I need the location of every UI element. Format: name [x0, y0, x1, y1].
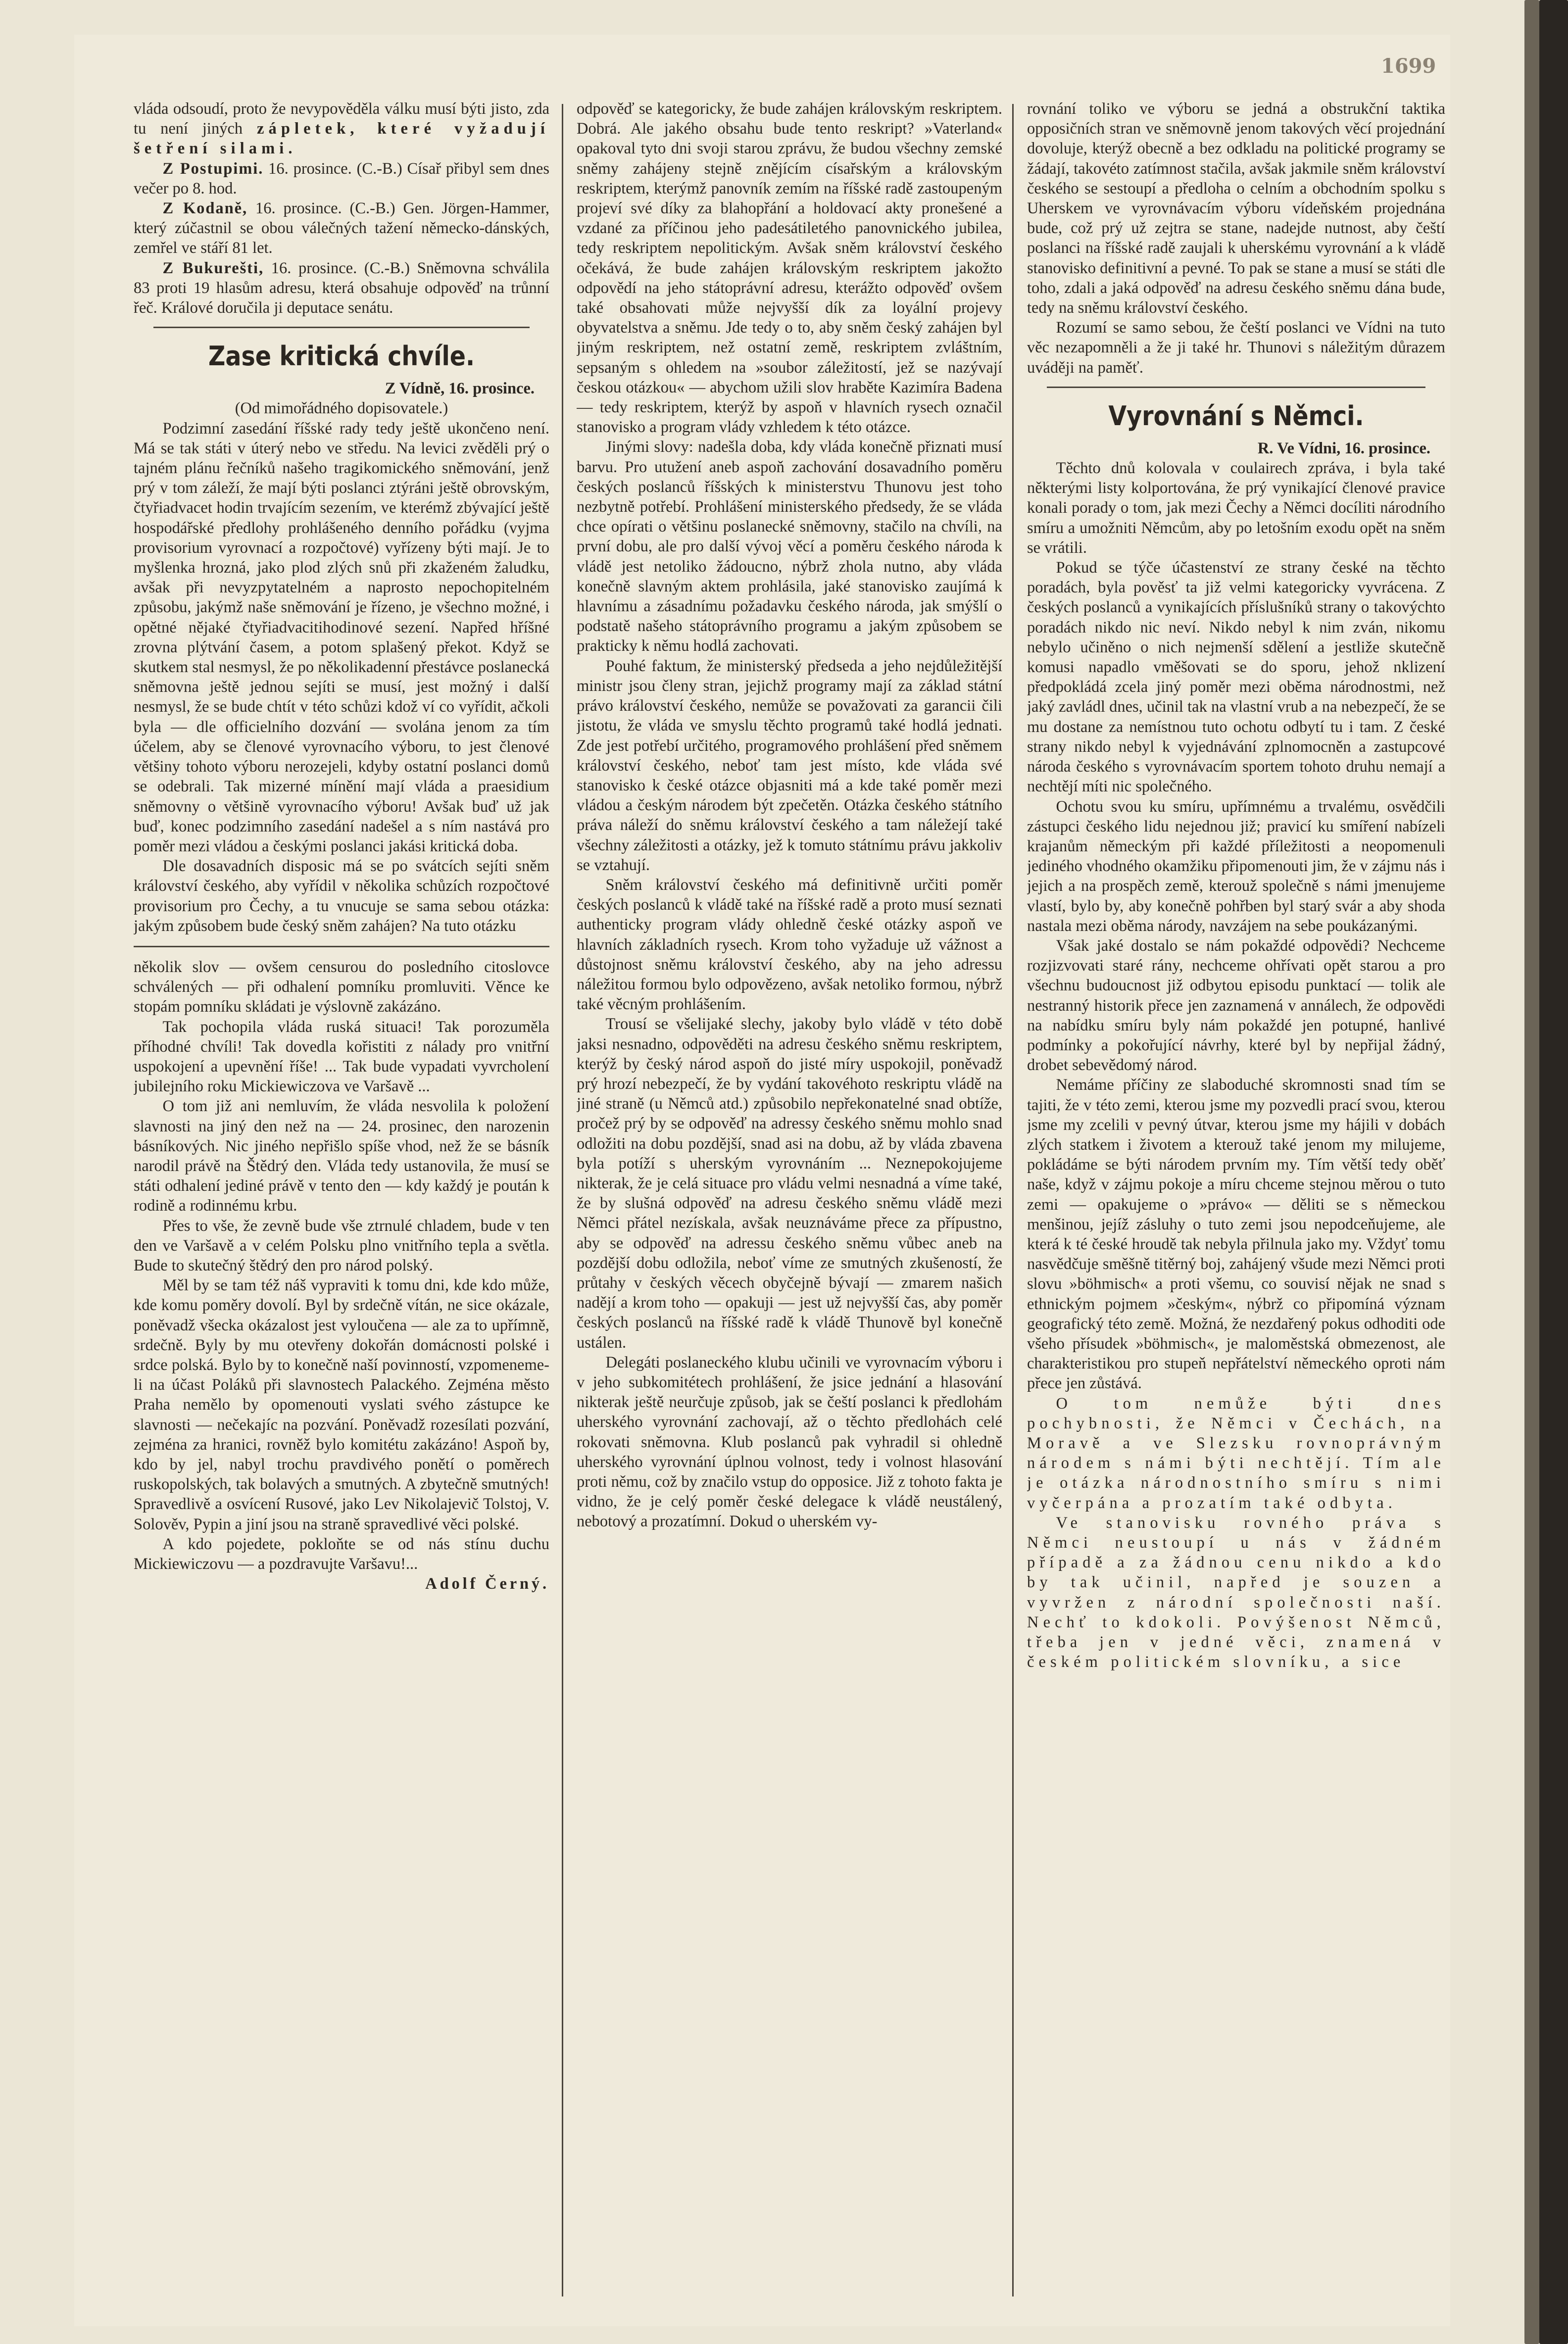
dispatch-place: Z Kodaně, — [162, 199, 248, 218]
article-paragraph: Měl by se tam též náš vypraviti k tomu dni, kde kdo může, kde komu poměry dovolí. Byl by srdečně vítán, ne sice okázale, poněvadž všecka okázalost jest vyloučena — ale za to upřímně, srdečně. Byly by mu otevřeny dokořán domácnosti polské i srdce polská. Bylo by to konečně naší povinností, vzpomeneme-li na účast Poláků při slavnostech Palackého. Zejména město Praha nemělo by opomenouti vyslati svého zástupce ke slavnosti — nečekajíc na pozvání. Poněvadž rozesílati pozvání, zejména za hranici, rovněž bylo komitétu zakázáno! Aspoň by, kdo by jel, nabyl trochu pravdivého ponětí o poměrech ruskopolských, tak bolavých a smutných. A zbytečně smutných! Spravedlivě a osvícení Rusové, jako Lev Nikolajevič Tolstoj, V. Solověv, Pypin a jiní jsou na straně spravedlivé věci polské. — [134, 1276, 549, 1533]
section-divider — [134, 946, 549, 947]
page-number: 1699 — [1381, 54, 1436, 78]
article-paragraph: Podzimní zasedání říšské rady tedy ještě ukončeno není. Má se tak státi v úterý nebo ve středu. Na levici zvěděli prý o tajném plánu řečníků našeho tragikomického sněmování, jenž prý v tom záleží, že mají býti poslanci ztýráni ještě obrovským, čtyřiadvacet hodin trvajícím sezením, ve kterémž zbývající ještě hospodářské předlohy prohlášeného denního pořádku (vyjma provisorium vyrovnací a rozpočtové) vyřízeny býti mají. Je to myšlenka hrozná, jako plod zlých snů při zkaženém žaludku, avšak při nevyzpytatelném a naprosto nepochopitelném způsobu, jakýmž naše sněmování je řízeno, je všechno možné, i opětné nějaké čtyřiadvacitihodinové sezení. Napřed hříšné zrovna plýtvání časem, a potom splašený překot. Když se skutkem stal nesmysl, že po několikadenní přestávce poslanecká sněmovna ještě jednou sejíti se musí, jest možný i další nesmysl, že se bude chtít v této schůzi kdož ví co vyřídit, ačkoli byla — dle officielního dozvání — svolána jenom za tím účelem, aby se členové vyrovnacího výboru, to jest členové většiny tohoto výboru nerozejeli, kdyby ostatní poslanci domů se odebrali. Tak mizerné mínění mají vláda a praesidium sněmovny o většině vyrovnacího výboru! Avšak buď už jak buď, konec podzimního zasedání nadešel a s ním nastává pro poměr mezi vládou a českými poslanci jakási kritická doba. — [134, 419, 549, 855]
article-paragraph: odpověď se kategoricky, že bude zahájen královským reskriptem. Dobrá. Ale jakého obsahu bude tento reskript? »Vaterland« opakoval tyto dni svoji starou zprávu, že budou všechny zemské sněmy zahájeny stejně znějícím císařským a královským reskriptem, kterýmž panovník zemím na říšské radě zastoupeným projeví své díky za blahopřání a holdovací akty pronešené a vzdané za příčinou jeho padesátiletého panovnického jubilea, tedy reskriptem nepolitickým. Avšak sněm království českého očekává, že bude zahájen královským reskriptem jakožto odpovědí na jeho státoprávní adresu, kterážto odpověď ovšem také obsahovati může nejvyšší dík za loyální projevy obyvatelstva a sněmu. Jde tedy o to, aby sněm český zahájen byl jiným reskriptem, než ostatní země, reskriptem zvláštním, sepsaným s ohledem na »soubor záležitostí, jež se nazývají českou otázkou« — abychom užili slov hraběte Kazimíra Badena — tedy reskriptem, kterýž by aspoň v hlavních rysech označil stanovisko a program vlády vzhledem k této otázce. — [577, 100, 1002, 437]
article-paragraph-spaced: Ve stanovisku rovného práva s Němci neustoupí u nás v žádném případě a za žádnou cenu nikdo a kdo by tak učinil, napřed je souzen a vyvržen z národní společnosti naší. Nechť to kdokoli. Povýšenost Němců, třeba jen v jedné věci, znamená v českém politickém slovníku, a sice — [1027, 1514, 1445, 1671]
article-paragraph: O tom již ani nemluvím, že vláda nesvolila k položení slavnosti na jiný den než na — 24. prosinec, den narozenin básníkových. Nic jiného nepřišlo spíše vhod, než že se básník narodil právě na Štědrý den. Vláda tedy ustanovila, že musí se státi odhalení jediné právě v tento den — kdy každý je poután k rodině a rodinnému krbu. — [134, 1097, 549, 1215]
article-paragraph: Trousí se všelijaké slechy, jakoby bylo vládě v této době jaksi nesnadno, odpověděti na adresu českého sněmu reskriptem, kterýž by český národ aspoň do jisté míry uspokojil, poněvadž prý hrozí nebezpečí, že by vydání takovéhoto reskriptu vládě na jiné straně (u Němců atd.) způsobilo nepřekonatelné snad obtíže, pročež prý by se odpověď na adressy českého sněmu mohlo snad odložiti na dobu pozdější, snad asi na dobu, až by vláda zbavena byla potíží s uherským vyrovnáním ... Neznepokojujeme nikterak, že je celá situace pro vládu velmi nesnadná a víme také, že by slušná odpověď na adresu českého sněmu vládě mezi Němci přátel nezískala, avšak neuznáváme přece za přípustno, aby se odpověď na adressu českého sněmu vůbec aneb na pozdější dobu odložila, neboť víme ze smutných zkušeností, že průtahy v českých věcech obyčejně bývají — zmarem našich nadějí a krom toho — opakuji — jest už nejvyšší čas, aby poměr českých poslanců na říšské radě k vládě Thunově byl konečně ustálen. — [577, 1015, 1002, 1352]
article-paragraph: Dle dosavadních disposic má se po svátcích sejíti sněm království českého, aby vyřídil v několika schůzích rozpočtové provisorium pro Čechy, a tu vnucuje se sama sebou otázka: jakým způsobem bude český sněm zahájen? Na tuto otázku — [134, 857, 549, 935]
article-dateline: Z Vídně, 16. prosince. — [385, 380, 535, 398]
column-1 — [134, 99, 549, 2296]
dispatch-text: 16. prosince. (C.-B.) Gen. Jörgen-Hammer, který zúčastnil se obou válečných tažení německo-dánských, zemřel ve stáří 81 let. — [134, 199, 549, 257]
article-signature: Adolf Černý. — [425, 1575, 549, 1593]
article-headline: Vyrovnání s Němci. — [1108, 400, 1364, 432]
article-paragraph: několik slov — ovšem censurou do posledního citoslovce schválených — při odhalení pomníku promluviti. Věnce ke stopám pomníku skládati je výslovně zakázáno. — [134, 958, 549, 1016]
article-paragraph: Rozumí se samo sebou, že čeští poslanci ve Vídni na tuto věc nezapomněli a že ji také hr. Thunovi s náležitým důrazem uváději na paměť. — [1027, 319, 1445, 377]
article-paragraph: Tak pochopila vláda ruská situaci! Tak porozuměla příhodné chvíli! Tak dovedla kořistiti z nálady pro vnitřní uspokojení a upevnění říše! ... Tak bude vypadati vyvrcholení jubilejního roku Mickiewiczova ve Varšavě ... — [134, 1018, 549, 1096]
column-rule-1 — [562, 104, 563, 2296]
section-divider — [1047, 387, 1425, 388]
article-correspondent: (Od mimořádného dopisovatele.) — [235, 399, 448, 418]
dispatch — [134, 198, 549, 258]
article-paragraph: Jinými slovy: nadešla doba, kdy vláda konečně přiznati musí barvu. Pro utužení aneb aspoň zachování dosavadního poměru českých poslanců říšských k ministerstvu Thunovu jest toho nezbytně potřebí. Prohlášení ministerského předsedy, že se vláda chce opírati o většinu poslanecké sněmovny, stačilo na chvíli, na první dobu, ale pro další vývoj věcí a poměru českého národa k vládě jest netoliko žádoucno, nýbrž zhola nutno, aby vláda konečně slavným aktem prohlásila, jaké stanovisko zaujímá k hlavnímu a zásadnímu požadavku českého národa, jak smýšlí o podstatě našeho státoprávního programu a jakým způsobem se prakticky k němu hodlá zachovati. — [577, 438, 1002, 655]
dispatch-place: Z Bukurešti, — [162, 259, 264, 277]
article-paragraph: Delegáti poslaneckého klubu učinili ve vyrovnacím výboru i v jeho subkomitétech prohlášení, že jsice jednání a hlasování nikterak ještě neurčuje způsob, jak se čeští poslanci k předlohám uherského vyrovnání zachovají, až o těchto předlohách celé rokovati sněmovna. Klub poslanců pak vyhradil si ohledně uherského vyrovnání úplnou volnost, tedy i volnost hlasování proti němu, což by značilo vstup do opposice. Již z tohoto fakta je vidno, že je celý poměr české delegace k vládě neustálený, nebotový a prozatímní. Dokud o uherském vy- — [577, 1353, 1002, 1531]
article-paragraph: A kdo pojedete, pokloňte se od nás stínu duchu Mickiewiczovu — a pozdravujte Varšavu!... — [134, 1535, 549, 1573]
article-paragraph: Pokud se týče účastenství ze strany české na těchto poradách, byla pověsť ta již velmi kategoricky vyvrácena. Z českých poslanců a vynikajících příslušníků strany o takovýchto poradách nikdo nic neví. Nikdo nebyl k nim zván, nikomu nebylo učiněno o nich nejmenší sdělení a jestliže skutečně komusi napadlo vměšovati se do sporu, jehož nklizení předpokládá zcela jiný poměr mezi oběma národnostmi, než jaký zavládl dnes, učinil tak na vlastní vrub a na nebezpečí, že se mu dostane za nemístnou tuto ochotu odbytí tu i tam. Z české strany nikdo nebyl k vyjednávání zplnomocněn a zastupcové národa českého s vyrovnávacím sportem tohoto druhu nemají a nechtějí míti nic společného. — [1027, 559, 1445, 796]
binding-edge-shadow — [1539, 0, 1568, 2344]
article-paragraph: Nemáme příčiny ze slaboduché skromnosti snad tím se tajiti, že v této zemi, kterou jsme my pozvedli prací svou, kterou jsme my zcelili v pevný útvar, kterou jsme my hájili v dobách zlých statkem i životem a kterouž také jenom my milujeme, pokládáme se býti národem prvním my. Tím větší tedy oběť naše, když v zájmu pokoje a míru chceme stejnou měrou o tuto zemi — opakujeme o »právo« — děliti se s německou menšinou, jejíž zásluhy o tuto zemi jsou nepodceňujeme, ale která k té české hroudě tak nebyla přilnula jako my. Vždyť tomu nasvědčuje směšně titěrný boj, zahájený všude mezi Němci proti slovu »böhmisch« a proti všemu, co souvisí nějak ne snad s ethnickým pojmem »českým«, nýbrž co připomíná význam geografický této země. Možná, že nezdařený pokus odhoditi ode všeho přísudek »böhmisch«, je maloměstská obmezenost, ale charakteristikou pro stupeň nepřátelství německého oproti nám přece jen zůstává. — [1027, 1076, 1445, 1393]
column-2 — [577, 99, 1002, 2296]
article-paragraph: Sněm království českého má definitivně určiti poměr českých poslanců k vládě také na říšské radě a proto musí seznati authenticky program vlády ohledně české otázky aspoň ve hlavních základních rysech. Krom toho vyžaduje už vážnost a důstojnost sněmu království českého, aby na jeho adressu náležitou formou bylo odpovězeno, avšak netoliko formou, nýbrž také věcným prohlášením. — [577, 876, 1002, 1014]
article-paragraph-spaced: O tom nemůže býti dnes pochybnosti, že Němci v Čechách, na Moravě a ve Slezsku rovnoprávným národem s námi býti nechtějí. Tím ale je otázka národnostního smíru s nimi vyčerpána a prozatím také odbyta. — [1027, 1394, 1445, 1512]
binding-edge-shadow-top — [1524, 0, 1539, 2344]
lead-text-spaced: zápletek, které vyžadují šetření silami. — [134, 120, 549, 158]
article-paragraph: Ochotu svou ku smíru, upřímnému a trvalému, osvědčili zástupci českého lidu nejednou již; pravicí ku smíření nabízeli krajanům německým při každé příležitosti a neopomenuli jediného vhodného okamžiku připomenouti jim, že v zájmu nás i jejich a na prospěch země, kterouž společně s námi jmenujeme vlastí, bylo by, aby konečně pohřben byl starý svár a aby shoda nastala mezi oběma národy, navzájem na sebe poukázanými. — [1027, 797, 1445, 935]
article-paragraph: rovnání toliko ve výboru se jedná a obstrukční taktika opposičních stran ve sněmovně jenom takových věcí projednání dovoluje, kterýž obecně a bez odkladu na politické programy se žádají, takovéto zatímnost stačila, avšak jakmile sněm království českého se sestoupí a předloha o celním a obchodním spolku s Uherskem ve vyrovnávacím výboru vídeňském projednána bude, což prý už zejtra se stane, nadejde nutnost, aby čeští poslanci na říšské radě zaujali k uherskému vyrovnání a k vládě stanovisko definitivní a pevné. To pak se stane a musí se státi dle toho, zdali a jaká odpověď na adresu českého sněmu dána bude, tedy na sněmu království českého. — [1027, 100, 1445, 317]
dispatch — [134, 258, 549, 318]
article-paragraph: Těchto dnů kolovala v coulairech zpráva, i byla také některými listy kolportována, že prý vynikající členové pravice konali porady o tom, jak mezi Čechy a Němci docíliti národního smíru a umožniti Němcům, aby po letošním exodu opět na sněm se vrátili. — [1027, 459, 1445, 557]
column-3 — [1027, 99, 1445, 2296]
section-divider — [153, 327, 530, 328]
dispatch-text: 16. prosince. (C.-B.) Sněmovna schválila 83 proti 19 hlasům adresu, která obsahuje odpověď na trůnní řeč. Králové doručila ji deputace senátu. — [134, 259, 549, 317]
article-paragraph: Však jaké dostalo se nám pokaždé odpovědi? Nechceme rozjizvovati staré rány, nechceme ohřívati opět starou a pro všechnu budoucnost již odbytou episodu punktací — tolik ale nestranný historik přece jen zaznamená v annálech, že odpovědi na nabídku smíru byly nám pokaždé jen potupné, hanlivé podmínky a pokořující návrhy, které byl by nepřijal žádný, drobet sebevědomý národ. — [1027, 936, 1445, 1074]
dispatch-place: Z Postupimi. — [162, 159, 264, 178]
article-paragraph: Přes to vše, že zevně bude vše ztrnulé chladem, bude v ten den ve Varšavě a v celém Polsku plno vnitřního tepla a světla. Bude to skutečný štědrý den pro národ polský. — [134, 1217, 549, 1274]
article-paragraph: Pouhé faktum, že ministerský předseda a jeho nejdůležitější ministr jsou členy stran, jejichž programy mají za základ státní právo království českého, nemůže se považovati za garancii čili jistotu, že vláda ve smyslu těchto programů také hodlá jednati. Zde jest potřebí určitého, programového prohlášení před sněmem království českého, neboť tam jest místo, kde vláda své stanovisko k české otázce objasniti má a kde také poměr mezi vládou a českým národem být zpečetěn. Otázka českého státního práva náleží do sněmu království českého a tam náležejí také všechny záležitosti a otázky, jež k tomuto státnímu právu jakkoliv se vztahují. — [577, 657, 1002, 874]
dispatch — [134, 159, 549, 198]
dispatch-text: 16. prosince. (C.-B.) Císař přibyl sem dnes večer po 8. hod. — [134, 159, 549, 197]
article-dateline: R. Ve Vídni, 16. prosince. — [1257, 439, 1430, 457]
lead-text: vláda odsoudí, proto že nevypověděla válku musí býti jisto, zda tu není jiných — [134, 100, 549, 138]
column-rule-2 — [1012, 104, 1014, 2296]
article-headline: Zase kritická chvíle. — [208, 341, 475, 372]
lead-paragraph — [134, 99, 549, 159]
